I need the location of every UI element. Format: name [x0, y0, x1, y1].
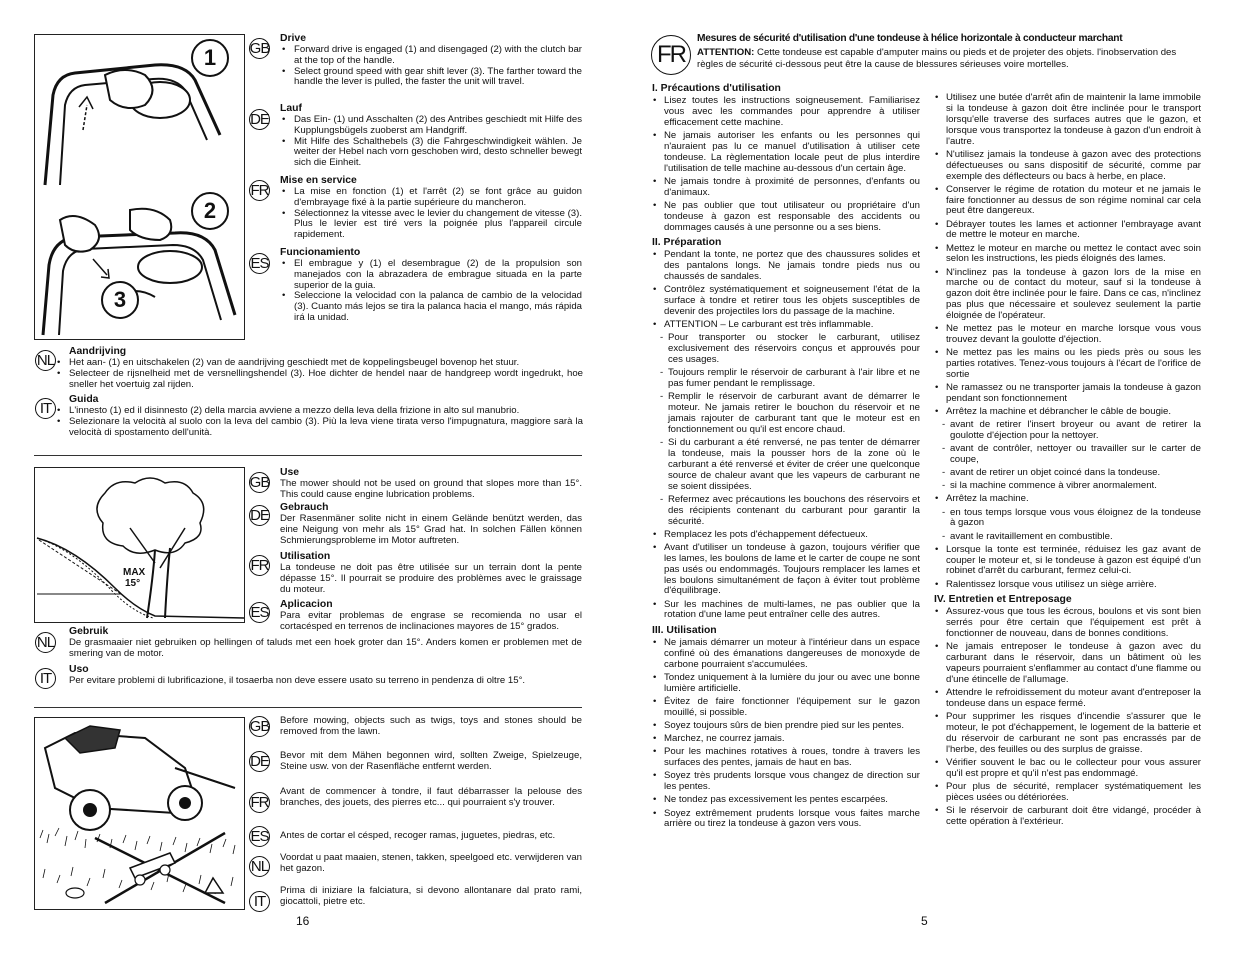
lang-badge-es: ES — [250, 604, 269, 621]
safety-bullet-item: • Contrôlez systématiquement et soigneusement l'état de la surface à tondre et retirer tous les objets susceptibles de devenir des projectiles lors du passage de la machine. — [652, 285, 920, 318]
safety-sub-item: - Toujours remplir le réservoir de carburant à l'air libre et ne pas fumer pendant le remplissage. — [652, 368, 920, 390]
safety-sub-item: - avant le ravitaillement en combustible. — [934, 532, 1201, 543]
attention-text: Cette tondeuse est capable d'amputer mains ou pieds et de projeter des objets. l'inobservation des règles de sécurité ci-dessous peut être la cause de blessures sérieuses voire mortelles. — [697, 47, 1177, 70]
use-it-block — [69, 664, 582, 687]
drive-fr-item: • La mise en fonction (1) et l'arrêt (2) se font grâce au guidon d'embrayage fixé à la partie supérieure du mancheron. — [280, 187, 582, 209]
safety-list — [652, 638, 920, 830]
safety-bullet-item: • Remplacez les pots d'échappement défectueux. — [652, 530, 920, 541]
debris-illustration — [34, 717, 245, 910]
page-number-right: 5 — [921, 914, 928, 928]
safety-bullet-item: • Ne jamais autoriser les enfants ou les personnes qui n'auraient pas lu ce manuel d'utilisation à utiliser cete tondeuse. La règlementation locale peut de plus interdire l'utilisation de telle machine au-dessous d'un certain âge. — [652, 131, 920, 175]
safety-bullet-item: • Assurez-vous que tous les écrous, boulons et vis sont bien serrés pour être certain que l'équipement est prêt à fonctionner de nouveau, dans de bonnes conditions. — [934, 607, 1201, 640]
safety-bullet-item: • Soyez toujours sûrs de bien prendre pied sur les pentes. — [652, 721, 920, 732]
drive-fr-block — [280, 175, 582, 241]
drive-de-title: Lauf — [280, 103, 302, 114]
drive-illustration — [34, 34, 245, 340]
slope-tree-drawing — [35, 468, 244, 622]
lang-badge-de: DE — [250, 507, 269, 524]
drive-fr-item: • Sélectionnez la vitesse avec le levier du changement de vitesse (3). Plus le levier est tiré vers la poignée plus l'appareil circule rapidement. — [280, 209, 582, 241]
drive-de-item: • Mit Hilfe des Schalthebels (3) die Fahrgeschwindigkeit wählen. Je weiter der Hebel nach vorn geschoben wird, desto schneller bewegt sich die Einheit. — [280, 137, 582, 169]
slope-illustration — [34, 467, 245, 623]
safety-bullet-item: • Évitez de faire fonctionner l'équipement sur le gazon mouillé, si possible. — [652, 697, 920, 719]
lang-badge-gb: GB — [249, 718, 270, 735]
use-nl-text: De grasmaaier niet gebruiken op hellingen of taluds met een hoek groter dan 15°. Anders komen er problemen met de smering van de motor. — [69, 637, 582, 659]
drive-it-block — [55, 394, 583, 438]
safety-bullet-item: • Soyez extrêmement prudents lorsque vous faites marche arrière ou tirez la tondeuse à gazon vers vous. — [652, 809, 920, 831]
lang-badge-es: ES — [250, 255, 269, 272]
lang-badge-nl: NL — [250, 858, 269, 875]
use-es-title: Aplicacion — [280, 599, 333, 610]
drive-es-item: • El embrague y (1) el desembrague (2) de la propulsion son manejados con la abrazadera de embrague situada en la parte superior de la guia. — [280, 259, 582, 291]
safety-bullet-item: • Mettez le moteur en marche ou mettez le contact avec soin selon les instructions, les pieds éloignés des lames. — [934, 244, 1201, 266]
figure-number-3: 3 — [101, 281, 139, 319]
safety-sub-item: - avant de contrôler, nettoyer ou travailler sur le carter de coupe, — [934, 444, 1201, 466]
safety-bullet-item: • Lisez toutes les instructions soigneusement. Familiarisez vous avec les commandes pour apprendre à utiliser efficacement cette machine. — [652, 96, 920, 129]
lang-badge-fr: FR — [250, 794, 269, 811]
use-gb-title: Use — [280, 467, 300, 478]
drive-nl-block — [55, 346, 583, 390]
slope-angle-label: 15° — [125, 578, 141, 589]
safety-sub-item: - Pour transporter ou stocker le carburant, utilisez exclusivement des réservoirs conçus et approuvés pour ces usages. — [652, 333, 920, 366]
lang-badge-de: DE — [250, 753, 269, 770]
drive-it-item: • Selezionare la velocità al suolo con la leva del cambio (3). Più la leva viene tirata verso l'impugnatura, maggiore sarà la velocità di spostamento dell'unità. — [55, 417, 583, 439]
safety-bullet-item: • Ne mettez pas les mains ou les pieds près ou sous les parties rotatives. Tenez-vous toujours à l'écart de l'orifice de sortie — [934, 348, 1201, 381]
safety-bullet-item: • Ne jamais démarrer un moteur à l'intérieur dans un espace confiné où des émanations dangereuses de monoxyde de carbone pourraient s'accumulées. — [652, 638, 920, 671]
before-nl-text: Voordat u paat maaien, stenen, takken, speelgoed etc. verwijderen van het gazon. — [280, 852, 582, 874]
safety-bullet-item: • Ne ramassez ou ne transporter jamais la tondeuse à gazon pendant son fonctionnement — [934, 383, 1201, 405]
drive-es-block — [280, 247, 582, 324]
safety-bullet-item: • Débrayer toutes les lames et actionner l'embrayage avant de mettre le moteur en marche. — [934, 220, 1201, 242]
use-nl-title: Gebruik — [69, 626, 109, 637]
use-gb-block — [280, 467, 582, 501]
safety-bullet-item: • Attendre le refroidissement du moteur avant d'entreposer la tondeuse dans un espace fermé. — [934, 688, 1201, 710]
safety-bullet-item: • Pour supprimer les risques d'incendie s'assurer que le moteur, le pot d'échappement, le logement de la batterie et du réservoir de carburant ne sont pas encrassés par de l'herbe, des feuilles ou des surplus de graisse. — [934, 712, 1201, 756]
lang-badge-es: ES — [250, 828, 269, 845]
safety-list — [934, 607, 1201, 827]
section-heading: IV. Entretien et Entreposage — [934, 594, 1072, 606]
safety-bullet-item: • Vérifier souvent le bac ou le collecteur pour vous assurer qu'il est propre et qu'il n'est pas endommagé. — [934, 758, 1201, 780]
drive-handle-drawing — [35, 35, 244, 339]
attention-paragraph — [697, 47, 1201, 70]
lang-badge-gb: GB — [249, 40, 270, 57]
use-fr-block — [280, 551, 582, 595]
safety-bullet-item: • Pendant la tonte, ne portez que des chaussures solides et des pantalons longs. Ne jamais tondre pieds nus ou chaussés de sandales. — [652, 250, 920, 283]
section-heading: III. Utilisation — [652, 625, 717, 637]
drive-gb-item: • Select ground speed with gear shift lever (3). The farther toward the handle the lever is pulled, the faster the unit will travel. — [280, 67, 582, 89]
safety-bullet-item: • Ralentissez lorsque vous utilisez un siège arrière. — [934, 580, 1201, 591]
safety-bullet-item: • Si le réservoir de carburant doit être vidangé, procéder à cette opération à l'extérieur. — [934, 806, 1201, 828]
use-gb-text: The mower should not be used on ground that slopes more than 15°. This could cause engine lubrication problems. — [280, 478, 582, 500]
safety-bullet-item: • Pour plus de sécurité, remplacer systématiquement les pièces usées ou détériorées. — [934, 782, 1201, 804]
safety-sub-item: - avant de retirer un objet coincé dans la tondeuse. — [934, 468, 1201, 479]
lang-badge-fr: FR — [250, 182, 269, 199]
lang-badge-fr: FR — [250, 557, 269, 574]
use-de-text: Der Rasenmäner solite nicht in einem Gelände benützt werden, das eine Neigung von mehr als 15° Grad hat. In solchen Fällen können Schmierungsprobleme im Motor auftreten. — [280, 513, 582, 546]
safety-bullet-item: • ATTENTION – Le carburant est très inflammable. — [652, 320, 920, 331]
drive-gb-item: • Forward drive is engaged (1) and disengaged (2) with the clutch bar at the top of the handle. — [280, 45, 582, 67]
drive-gb-title: Drive — [280, 33, 306, 44]
lang-badge-nl: NL — [36, 634, 55, 651]
section-heading: II. Préparation — [652, 237, 722, 249]
before-de-text: Bevor mit dem Mähen begonnen wird, sollten Zweige, Spielzeuge, Steine usw. von der Rasenfläche entfernt werden. — [280, 750, 582, 772]
before-es-text: Antes de cortar el césped, recoger ramas, juguetes, piedras, etc. — [280, 830, 556, 841]
safety-bullet-item: • Utilisez une butée d'arrêt afin de maintenir la lame immobile si la tondeuse à gazon doit être inclinée pour le transport lorsqu'elle traverse des surfaces autres que le gazon, et lorsque vous transportez la tondeuse à gazon d'un endroit à l'autre. — [934, 93, 1201, 148]
safety-sub-item: - Refermez avec précautions les bouchons des réservoirs et des récipients contenant du carburant pour garantir la sécurité. — [652, 495, 920, 528]
drive-es-item: • Seleccione la velocidad con la palanca de cambio de la velocidad (3). Cuanto más lejos se tira la palanca hacia el mango, más rápida irá la unidad. — [280, 291, 582, 323]
safety-bullet-item: • Tondez uniquement à la lumière du jour ou avec une bonne lumière artificielle. — [652, 673, 920, 695]
use-it-text: Per evitare problemi di lubrificazione, il tosaerba non deve essere usato su terreno in pendenza di oltre 15°. — [69, 675, 526, 686]
lang-badge-de: DE — [250, 111, 269, 128]
figure-number-1: 1 — [191, 39, 229, 77]
lang-badge-fr-large: FR — [651, 35, 691, 75]
section-heading: I. Précautions d'utilisation — [652, 83, 781, 94]
safety-bullet-item: • Ne jamais tondre à proximité de personnes, d'enfants ou d'animaux. — [652, 177, 920, 199]
safety-list — [652, 250, 920, 621]
lang-badge-it: IT — [35, 398, 56, 419]
safety-bullet-item: • Soyez très prudents lorsque vous changez de direction sur les pentes. — [652, 771, 920, 793]
use-nl-block — [69, 626, 582, 660]
safety-bullet-item: • Marchez, ne courrez jamais. — [652, 734, 920, 745]
safety-list — [652, 96, 920, 233]
drive-es-title: Funcionamiento — [280, 247, 361, 258]
page-number-left: 16 — [296, 914, 310, 928]
slope-max-label: MAX — [123, 567, 146, 578]
drive-nl-title: Aandrijving — [69, 346, 127, 357]
lang-badge-nl: NL — [36, 352, 55, 369]
use-es-text: Para evitar problemas de engrase se recomienda no usar el cortacésped en terrenos de inclinaciones mayores de 15° grados. — [280, 610, 582, 632]
safety-sub-item: - en tous temps lorsque vous vous éloignez de la tondeuse à gazon — [934, 508, 1201, 530]
drive-de-block — [280, 103, 582, 169]
safety-bullet-item: • Ne pas oublier que tout utilisateur ou propriétaire d'un tondeuse à gazon est responsable des accidents ou dommages causés à une personne ou a ses biens. — [652, 201, 920, 234]
before-fr-text: Avant de commencer à tondre, il faut débarrasser la pelouse des branches, des jouets, des pierres etc... qui pourraient s'y trouver. — [280, 786, 582, 808]
safety-bullet-item: • Ne mettez pas le moteur en marche lorsque vous vous trouvez devant la goulotte d'éjection. — [934, 324, 1201, 346]
attention-label: ATTENTION: — [697, 47, 755, 58]
use-de-block — [280, 502, 582, 546]
drive-fr-title: Mise en service — [280, 175, 357, 186]
use-fr-text: La tondeuse ne doit pas être utilisée sur un terrain dont la pente dépasse 15°. Il pourrait se produire des problèmes avec le graissage du moteur. — [280, 562, 582, 595]
mower-debris-drawing — [35, 718, 244, 909]
drive-nl-item: • Het aan- (1) en uitschakelen (2) van de aandrijving geschiedt met de koppelingsbeugel bovenop het stuur. — [55, 358, 583, 369]
before-it-text: Prima di iniziare la falciatura, si devono allontanare dal prato rami, giocattoli, pietre etc. — [280, 885, 582, 907]
lang-badge-it: IT — [35, 668, 56, 689]
drive-it-item: • L'innesto (1) ed il disinnesto (2) della marcia avviene a mezzo della leva della frizione in alto sul manubrio. — [55, 406, 583, 417]
lang-badge-it: IT — [249, 891, 270, 912]
safety-bullet-item: • N'utilisez jamais la tondeuse à gazon avec des protections défectueuses ou sans dispositif de sécurité, comme par exemple des déflecteurs ou bacs à herbe, en place. — [934, 150, 1201, 183]
use-de-title: Gebrauch — [280, 502, 329, 513]
lang-badge-gb: GB — [249, 474, 270, 491]
safety-bullet-item: • Avant d'utiliser un tondeuse à gazon, toujours vérifier que les lames, les boulons de lame et le carter de coupe ne sont pas usés ou endommagés. Toujours remplacer les lames et les boulons simultanément de façon à éviter tout problème d'équilibrage. — [652, 543, 920, 598]
safety-column-1 — [652, 79, 920, 833]
safety-sub-item: - Si du carburant a été renversé, ne pas tenter de démarrer la tondeuse, mais la pousser hors de la zone où le carburant a été renversé et éviter de créer une quelconque source de chaleur avant que les vapeurs de carburant ne se soient dissipées. — [652, 438, 920, 493]
safety-bullet-item: • Ne jamais entreposer le tondeuse à gazon avec du carburant dans le réservoir, dans un bâtiment où les vapeurs pourraient s'enflammer au contact d'une flamme ou d'une étincelle de l'allumage. — [934, 642, 1201, 686]
drive-gb-block — [280, 33, 582, 88]
safety-column-2 — [934, 93, 1201, 830]
safety-bullet-item: • Sur les machines de multi-lames, ne pas oublier que la rotation d'une lame peut entraîner celle des autres. — [652, 600, 920, 622]
safety-bullet-item: • Arrêtez la machine. — [934, 494, 1201, 505]
figure-number-2: 2 — [191, 192, 229, 230]
section-divider — [34, 455, 582, 456]
safety-bullet-item: • Ne tondez pas excessivement les pentes escarpées. — [652, 795, 920, 806]
use-fr-title: Utilisation — [280, 551, 331, 562]
safety-list — [934, 93, 1201, 590]
drive-it-title: Guida — [69, 394, 99, 405]
before-gb-text: Before mowing, objects such as twigs, toys and stones should be removed from the lawn. — [280, 715, 582, 737]
safety-sub-item: - si la machine commence à vibrer anormalement. — [934, 481, 1201, 492]
safety-bullet-item: • Pour les machines rotatives à roues, tondre à travers les surfaces des pentes, jamais de haut en bas. — [652, 747, 920, 769]
drive-nl-item: • Selecteer de rijsnelheid met de versnellingshendel (3). Hoe dichter de hendel naar de handgreep wordt ingedrukt, hoe sneller het voertuig zal rijden. — [55, 369, 583, 391]
safety-bullet-item: • Conserver le régime de rotation du moteur et ne jamais le faire fonctionner au dessus de son régime nominal car cela peut être dangereux. — [934, 185, 1201, 218]
safety-title: Mesures de sécurité d'utilisation d'une tondeuse à hélice horizontale à conducteur marchant — [697, 33, 1123, 44]
drive-de-item: • Das Ein- (1) und Asschalten (2) des Antribes geschiedt mit Hilfe des Kupplungsbügels zuoberst am Handgriff. — [280, 115, 582, 137]
safety-bullet-item: • Lorsque la tonte est terminée, réduisez les gaz avant de couper le moteur et, si le tondeuse à gazon est équipé d'un robinet d'arrêt du carburant, fermez celui-ci. — [934, 545, 1201, 578]
use-it-title: Uso — [69, 664, 89, 675]
safety-bullet-item: • Arrêtez la machine et débrancher le câble de bougie. — [934, 407, 1201, 418]
section-divider — [34, 707, 582, 708]
safety-bullet-item: • N'inclinez pas la tondeuse à gazon lors de la mise en marche ou de contact du moteur, sauf si la tondeuse à gazon doit être inclinée pour le faire. Dans ce cas, n'inclinez pas plus que nécessaire et soulevez seulement la partie éloignée de l'opérateur. — [934, 268, 1201, 323]
safety-sub-item: - Remplir le réservoir de carburant avant de démarrer le moteur. Ne jamais retirer le bouchon du réservoir et ne jamais rajouter de carburant tant que le moteur est en fonctionnement ou qu'il est encore chaud. — [652, 392, 920, 436]
safety-sub-item: - avant de retirer l'insert broyeur ou avant de retirer la goulotte d'éjection pour la nettoyer. — [934, 420, 1201, 442]
